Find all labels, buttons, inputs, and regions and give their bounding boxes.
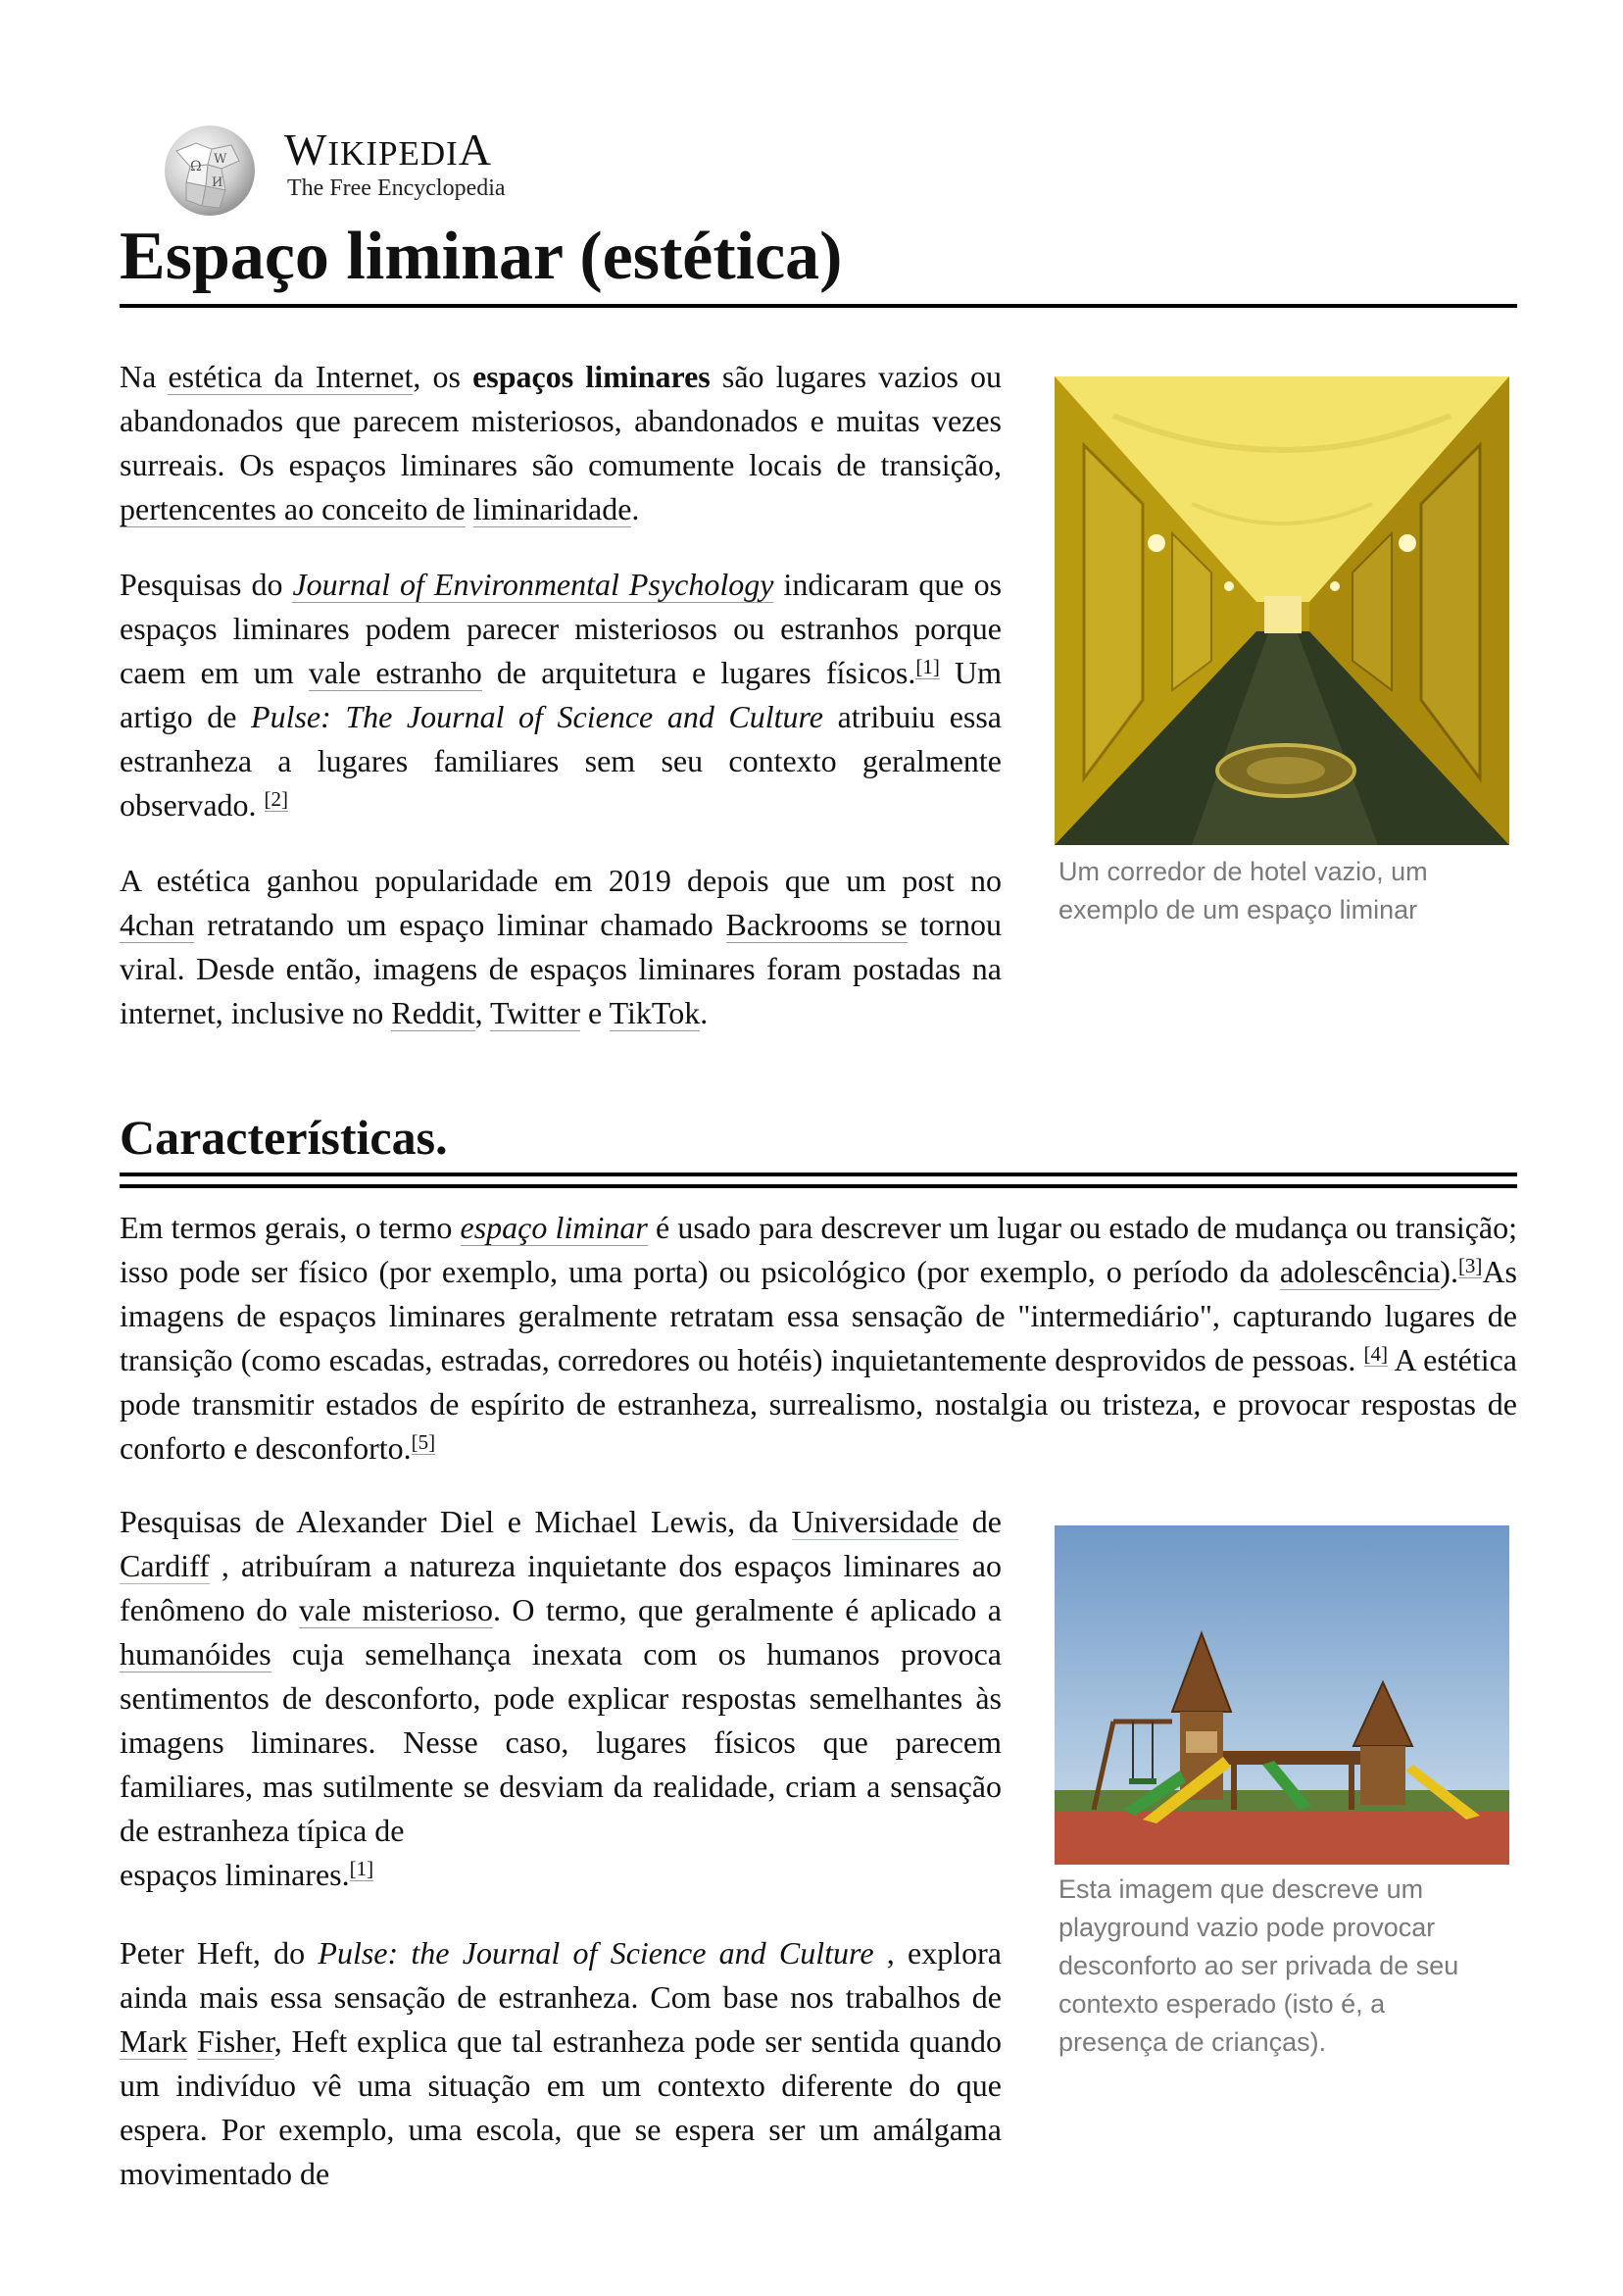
link-mark[interactable]: Mark (120, 2023, 188, 2059)
section-paragraph-1: Em termos gerais, o termo espaço liminar é usado para descrever um lugar ou estado de mudança ou transição; isso pode ser físico (por exemplo, uma porta) ou psicológico (por exemplo, o período da adolescência).[3]As imagens de espaços liminares geralmente retratam essa sensação de "intermediário", capturando lugares de transição (como escadas, estradas, corredores ou hotéis) inquietantemente desprovidos de pessoas. [4] A estética pode transmitir estados de espírito de estranheza, surrealismo, nostalgia ou tristeza, e provocar respostas de conforto e desconforto.[5] (120, 1210, 1518, 1466)
link-cardiff[interactable]: Cardiff (120, 1548, 210, 1583)
svg-text:W: W (214, 152, 227, 167)
link-twitter[interactable]: Twitter (490, 995, 580, 1030)
citation-3[interactable]: [3] (1457, 1254, 1483, 1277)
link-universidade[interactable]: Universidade (791, 1504, 959, 1539)
svg-text:И: И (212, 175, 223, 190)
intro-paragraph-2: Pesquisas do Journal of Environmental Psychology indicaram que os espaços liminares podem parecer misteriosos ou estranhos porque caem em um vale estranho de arquitetura e lugares físicos.[1] Um artigo de Pulse: The Journal of Science and Culture atribuiu essa estranheza a lugares familiares sem seu contexto geralmente observado. [2] (120, 567, 1003, 823)
link-adolescencia[interactable]: adolescência (1279, 1254, 1441, 1289)
section-paragraph-2: Pesquisas de Alexander Diel e Michael Lewis, da Universidade de Cardiff , atribuíram a natureza inquietante dos espaços liminares ao fenômeno do vale misterioso. O termo, que geralmente é aplicado a humanóides cuja semelhança inexata com os humanos provoca sentimentos de desconforto, pode explicar respostas semelhantes às imagens liminares. Nesse caso, lugares físicos que parecem familiares, mas sutilmente se desviam da realidade, criam a sensação de estranheza típica de espaços liminares.[1] (120, 1504, 1002, 1892)
wikipedia-tagline: The Free Encyclopedia (287, 175, 506, 201)
playground-image[interactable] (1055, 1525, 1509, 1865)
hotel-corridor-image[interactable] (1055, 376, 1509, 845)
intro-paragraph-1: Na estética da Internet, os espaços liminares são lugares vazios ou abandonados que parecem misteriosos, abandonados e muitas vezes surreais. Os espaços liminares são comumente locais de transição, pertencentes ao conceito de liminaridade. (120, 359, 1003, 526)
link-humanoides[interactable]: humanóides (120, 1636, 271, 1672)
section-underline-bottom (120, 1184, 1517, 1188)
link-espaco-liminar[interactable]: espaço liminar (460, 1210, 648, 1245)
playground-caption: Esta imagem que descreve um playground vazio pode provocar desconforto ao ser privada de seu contexto esperado (isto é, a presença de crianças). (1058, 1874, 1459, 2057)
citation-4[interactable]: [4] (1363, 1342, 1389, 1366)
link-fisher[interactable]: Fisher (197, 2023, 274, 2059)
link-backrooms[interactable]: Backrooms se (725, 907, 908, 942)
svg-text:Ω: Ω (190, 159, 202, 175)
link-liminaridade[interactable]: liminaridade (472, 491, 632, 526)
intro-paragraph-3: A estética ganhou popularidade em 2019 depois que um post no 4chan retratando um espaço liminar chamado Backrooms se tornou viral. Desde então, imagens de espaços liminares foram postadas na internet, inclusive no Reddit, Twitter e TikTok. (120, 863, 1003, 1030)
link-reddit[interactable]: Reddit (391, 995, 475, 1030)
section-underline-top (120, 1173, 1517, 1176)
link-vale-misterioso[interactable]: vale misterioso (298, 1592, 493, 1627)
link-tiktok[interactable]: TikTok (609, 995, 701, 1030)
section-heading-caracteristicas: Características. (120, 1110, 448, 1165)
link-4chan[interactable]: 4chan (120, 907, 195, 942)
link-pertencentes-ao-conceito[interactable]: pertencentes ao conceito de (120, 491, 466, 526)
wikipedia-wordmark: WIKIPEDIA (284, 125, 493, 175)
wikipedia-globe-icon (157, 122, 263, 220)
citation-2[interactable]: [2] (264, 787, 289, 811)
link-journal-environmental-psychology[interactable]: Journal of Environmental Psychology (292, 567, 774, 602)
citation-5[interactable]: [5] (411, 1430, 436, 1454)
citation-1-repeat[interactable]: [1] (349, 1857, 374, 1880)
title-underline (120, 304, 1517, 308)
citation-1[interactable]: [1] (915, 655, 940, 678)
link-estetica-da-internet[interactable]: estética da Internet (168, 359, 414, 394)
page-title: Espaço liminar (estética) (120, 219, 843, 294)
section-paragraph-3: Peter Heft, do Pulse: the Journal of Science and Culture , explora ainda mais essa sensação de estranheza. Com base nos trabalhos de Mark Fisher, Heft explica que tal estranheza pode ser sentida quando um indivíduo vê uma situação em um contexto diferente do que espera. Por exemplo, uma escola, que se espera ser um amálgama movimentado de (120, 1935, 1003, 2191)
hotel-corridor-caption: Um corredor de hotel vazio, um exemplo de um espaço liminar (1058, 857, 1428, 924)
link-vale-estranho[interactable]: vale estranho (308, 655, 482, 690)
